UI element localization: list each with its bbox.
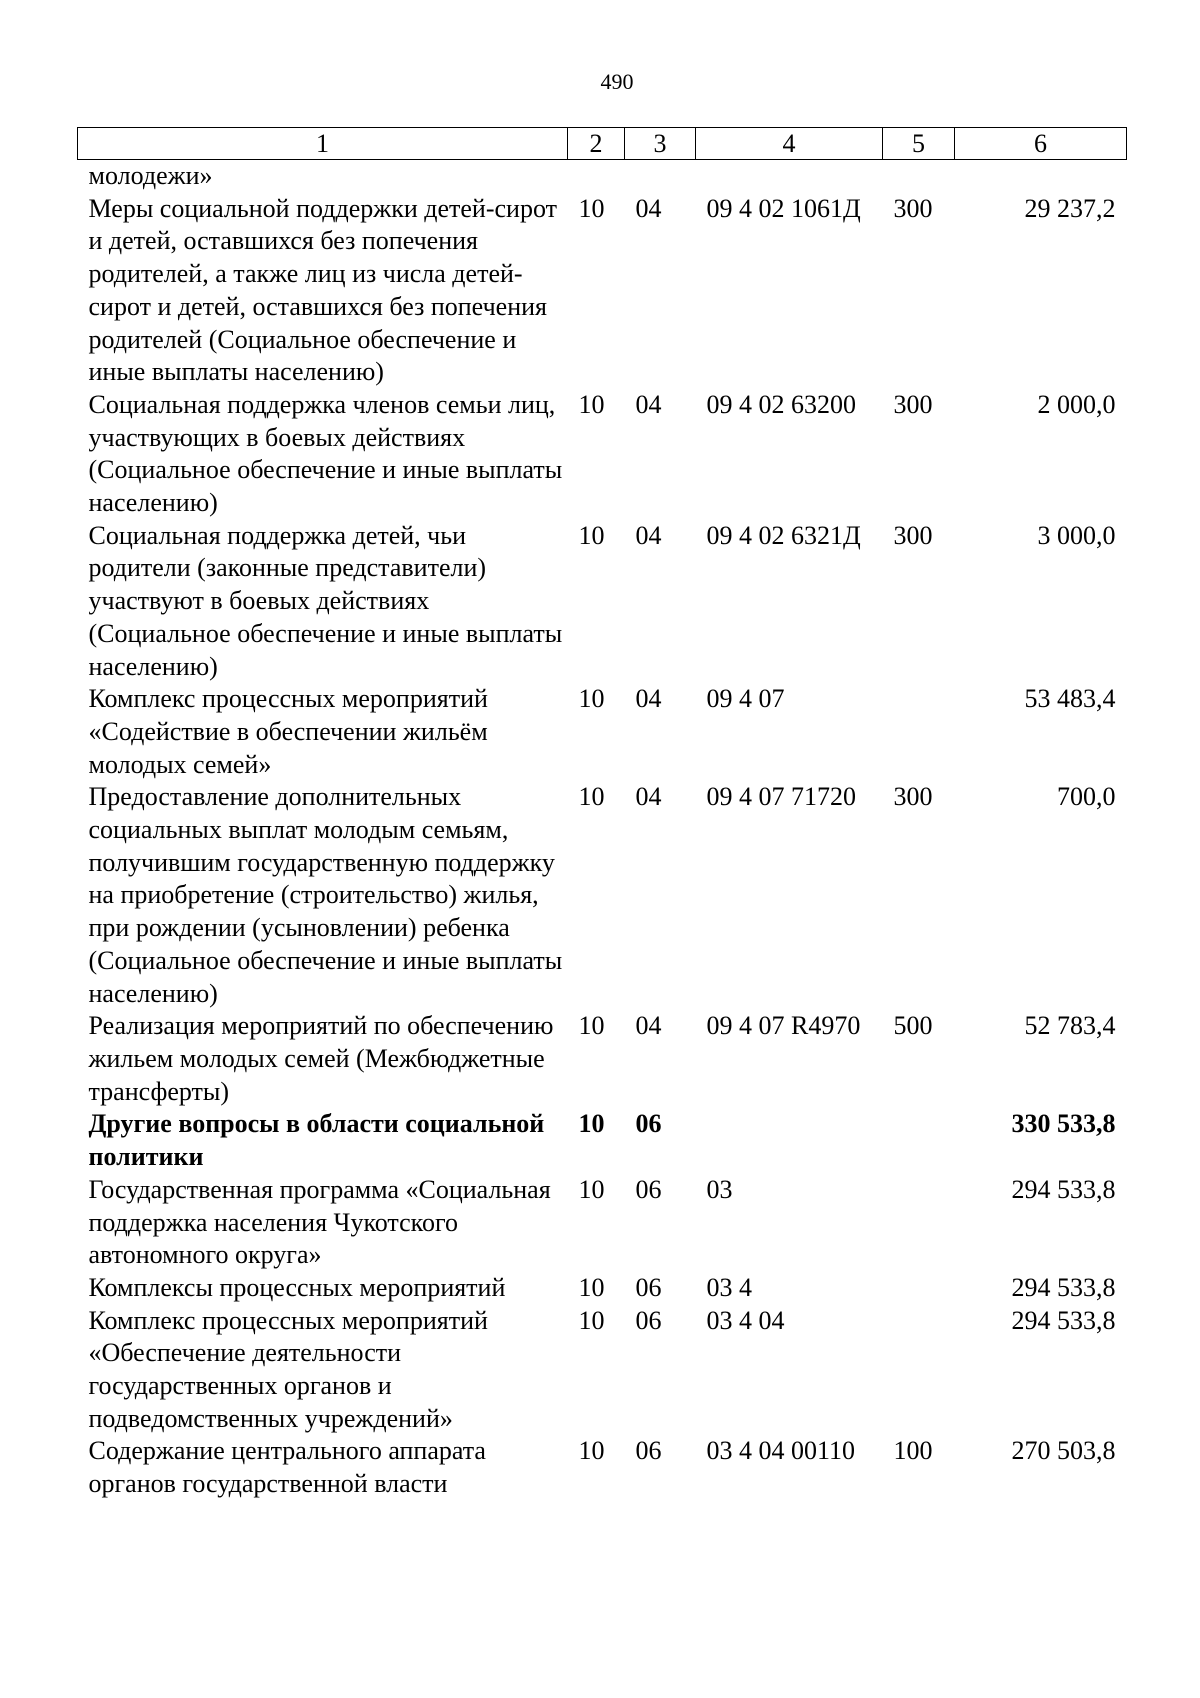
row-target-article-cell: 03 4 04 00110 xyxy=(706,1436,856,1466)
table-row xyxy=(78,520,1127,684)
table-row xyxy=(78,1010,1127,1108)
row-subsection-cell: 06 xyxy=(635,1305,662,1335)
table-row xyxy=(78,1174,1127,1272)
column-header-2: 2 xyxy=(568,128,625,160)
row-target-article-cell: 09 4 02 6321Д xyxy=(706,520,861,550)
row-amount-cell: 330 533,8 xyxy=(1011,1109,1116,1139)
row-expense-type-cell xyxy=(883,1174,955,1272)
row-expense-type-cell: 300 xyxy=(893,520,933,550)
row-subsection-cell: 04 xyxy=(635,782,662,812)
row-section-cell: 10 xyxy=(578,782,605,812)
row-subsection-cell: 06 xyxy=(635,1272,662,1302)
row-section-cell xyxy=(568,160,625,193)
row-amount-cell: 53 483,4 xyxy=(1024,684,1116,714)
row-subsection-cell: 04 xyxy=(635,1011,662,1041)
row-expense-type-cell: 500 xyxy=(893,1011,933,1041)
row-expense-type-cell: 100 xyxy=(893,1436,933,1466)
row-name-cell: молодежи» xyxy=(88,161,213,190)
row-subsection-cell: 06 xyxy=(635,1436,662,1466)
row-amount-cell xyxy=(955,160,1127,193)
table-header-row xyxy=(78,128,1127,160)
row-amount-cell: 294 533,8 xyxy=(1011,1272,1116,1302)
row-amount-cell: 270 503,8 xyxy=(1011,1436,1116,1466)
row-section-cell: 10 xyxy=(578,1305,605,1335)
table-row xyxy=(78,1272,1127,1305)
row-section-cell: 10 xyxy=(578,193,605,223)
row-expense-type-cell: 300 xyxy=(893,193,933,223)
row-target-article-cell: 09 4 07 xyxy=(706,684,785,714)
table-row xyxy=(78,683,1127,781)
table-row xyxy=(78,1435,1127,1500)
row-name-cell: Меры социальной поддержки детей-сирот и детей, оставшихся без попечения родителей, а также лиц из числа детей-сирот и детей, оставшихся без попечения родителей (Социальное обеспечение и иные выплаты населению) xyxy=(88,193,557,387)
table-row xyxy=(78,193,1127,389)
table-row xyxy=(78,781,1127,1010)
row-target-article-cell: 09 4 07 R4970 xyxy=(706,1011,861,1041)
table-row xyxy=(78,1305,1127,1436)
row-amount-cell: 29 237,2 xyxy=(1024,193,1116,223)
budget-table xyxy=(77,127,1127,1501)
row-section-cell: 10 xyxy=(578,684,605,714)
row-amount-cell: 294 533,8 xyxy=(1011,1305,1116,1335)
row-amount-cell: 3 000,0 xyxy=(1037,520,1116,550)
row-name-cell: Реализация мероприятий по обеспечению жильем молодых семей (Межбюджетные трансферты) xyxy=(88,1011,554,1106)
row-section-cell: 10 xyxy=(578,520,605,550)
row-section-cell: 10 xyxy=(578,1109,605,1139)
column-header-1: 1 xyxy=(78,128,568,160)
table-row xyxy=(78,389,1127,520)
row-expense-type-cell xyxy=(883,1272,955,1305)
row-amount-cell: 294 533,8 xyxy=(1011,1174,1116,1204)
row-target-article-cell: 09 4 07 71720 xyxy=(706,782,856,812)
row-name-cell: Комплекс процессных мероприятий «Обеспечение деятельности государственных органов и подведомственных учреждений» xyxy=(88,1305,488,1433)
row-name-cell: Другие вопросы в области социальной политики xyxy=(88,1109,545,1172)
row-amount-cell: 700,0 xyxy=(1057,782,1116,812)
row-expense-type-cell xyxy=(883,1305,955,1436)
column-header-4: 4 xyxy=(696,128,883,160)
row-subsection-cell: 06 xyxy=(635,1109,662,1139)
row-expense-type-cell: 300 xyxy=(893,389,933,419)
row-target-article-cell: 03 xyxy=(706,1174,733,1204)
row-subsection-cell: 06 xyxy=(635,1174,662,1204)
row-section-cell: 10 xyxy=(578,1272,605,1302)
row-expense-type-cell xyxy=(883,1108,955,1173)
row-name-cell: Содержание центрального аппарата органов государственной власти xyxy=(88,1436,486,1499)
row-expense-type-cell xyxy=(883,160,955,193)
row-amount-cell: 2 000,0 xyxy=(1037,389,1116,419)
row-section-cell: 10 xyxy=(578,1436,605,1466)
row-section-cell: 10 xyxy=(578,1011,605,1041)
row-target-article-cell: 03 4 xyxy=(706,1272,752,1302)
row-subsection-cell: 04 xyxy=(635,520,662,550)
row-subsection-cell: 04 xyxy=(635,389,662,419)
row-target-article-cell: 09 4 02 63200 xyxy=(706,389,856,419)
column-header-3: 3 xyxy=(625,128,696,160)
row-amount-cell: 52 783,4 xyxy=(1024,1011,1116,1041)
table-body xyxy=(78,160,1127,1501)
row-subsection-cell: 04 xyxy=(635,193,662,223)
row-section-cell: 10 xyxy=(578,1174,605,1204)
row-expense-type-cell xyxy=(883,683,955,781)
column-header-6: 6 xyxy=(955,128,1127,160)
table-row xyxy=(78,1108,1127,1173)
row-section-cell: 10 xyxy=(578,389,605,419)
row-target-article-cell xyxy=(696,160,883,193)
row-subsection-cell xyxy=(625,160,696,193)
row-name-cell: Предоставление дополнительных социальных выплат молодым семьям, получившим государственную поддержку на приобретение (строительство) жилья, при рождении (усыновлении) ребенка (Социальное обеспечение и иные выплаты населению) xyxy=(88,782,563,1008)
row-name-cell: Комплексы процессных мероприятий xyxy=(88,1272,506,1302)
column-header-5: 5 xyxy=(883,128,955,160)
row-name-cell: Комплекс процессных мероприятий «Содействие в обеспечении жильём молодых семей» xyxy=(88,684,488,779)
table-row xyxy=(78,160,1127,193)
row-subsection-cell: 04 xyxy=(635,684,662,714)
row-name-cell: Социальная поддержка детей, чьи родители (законные представители) участвуют в боевых действиях (Социальное обеспечение и иные выплаты населению) xyxy=(88,520,563,681)
row-target-article-cell xyxy=(696,1108,883,1173)
row-expense-type-cell: 300 xyxy=(893,782,933,812)
page-number: 490 xyxy=(600,69,634,94)
row-target-article-cell: 09 4 02 1061Д xyxy=(706,193,861,223)
row-name-cell: Социальная поддержка членов семьи лиц, участвующих в боевых действиях (Социальное обеспечение и иные выплаты населению) xyxy=(88,389,563,518)
row-name-cell: Государственная программа «Социальная поддержка населения Чукотского автономного округа» xyxy=(88,1174,551,1270)
row-target-article-cell: 03 4 04 xyxy=(706,1305,785,1335)
